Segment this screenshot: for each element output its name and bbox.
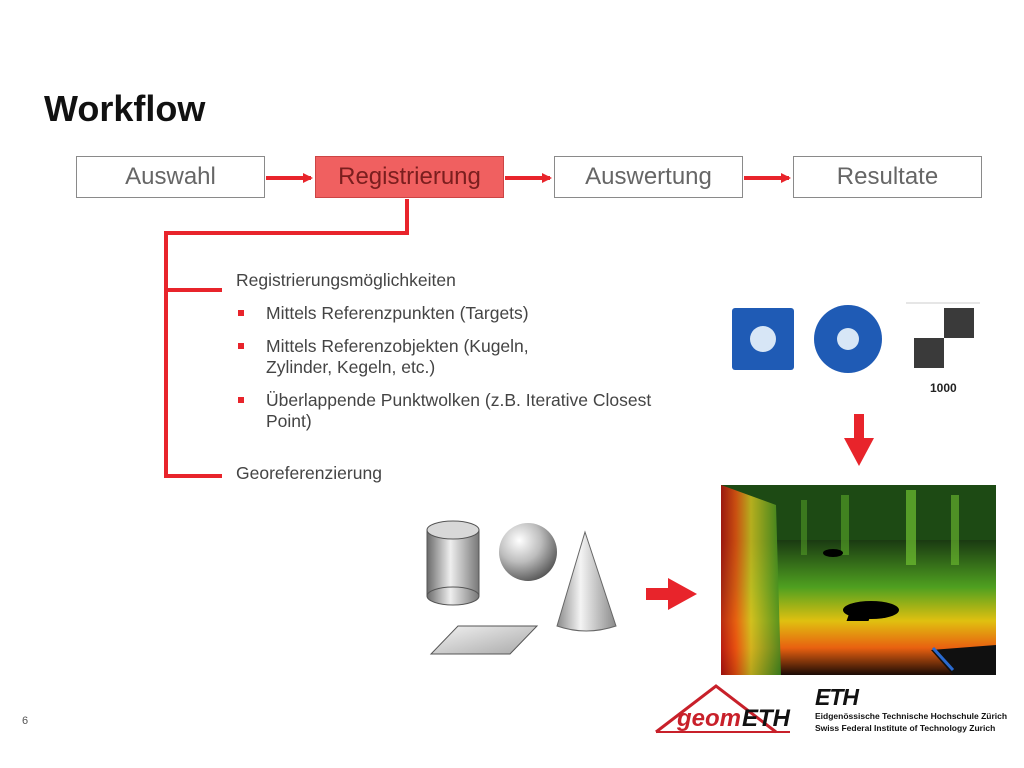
list-item: Mittels Referenzpunkten (Targets)	[236, 303, 656, 324]
cone-icon	[557, 532, 616, 631]
step-registrierung: Registrierung	[315, 156, 504, 198]
target-caption: 1000	[930, 381, 957, 395]
checker-target-icon	[906, 303, 980, 368]
plane-icon	[431, 626, 537, 654]
list-item: Überlappende Punktwolken (z.B. Iterative Closest Point)	[236, 390, 666, 432]
step-resultate: Resultate	[793, 156, 982, 198]
geometh-logo	[656, 686, 791, 732]
svg-text:ETH: ETH	[742, 705, 790, 732]
content-list	[236, 270, 656, 444]
list-item: Mittels Referenzobjekten (Kugeln, Zylinder, Kegeln, etc.)	[236, 336, 596, 378]
eth-logo: ETH	[815, 684, 858, 710]
sphere-icon	[499, 523, 557, 581]
down-arrow-icon	[844, 414, 874, 466]
page-number: 6	[22, 715, 29, 727]
square-target-icon	[732, 308, 794, 370]
point-cloud-image	[721, 485, 996, 675]
round-target-icon	[814, 305, 882, 373]
cylinder-icon	[427, 521, 479, 605]
georeferenzierung-label: Georeferenzierung	[236, 463, 382, 483]
right-arrow-icon	[646, 578, 697, 610]
content-heading: Registrierungsmöglichkeiten	[236, 270, 456, 290]
eth-name-de: Eidgenössische Technische Hochschule Zürich	[815, 711, 1008, 721]
eth-name-en: Swiss Federal Institute of Technology Zurich	[815, 723, 996, 733]
step-auswertung: Auswertung	[554, 156, 743, 198]
svg-text:geom: geom	[677, 705, 742, 732]
step-auswahl: Auswahl	[76, 156, 265, 198]
slide-title: Workflow	[44, 88, 206, 129]
